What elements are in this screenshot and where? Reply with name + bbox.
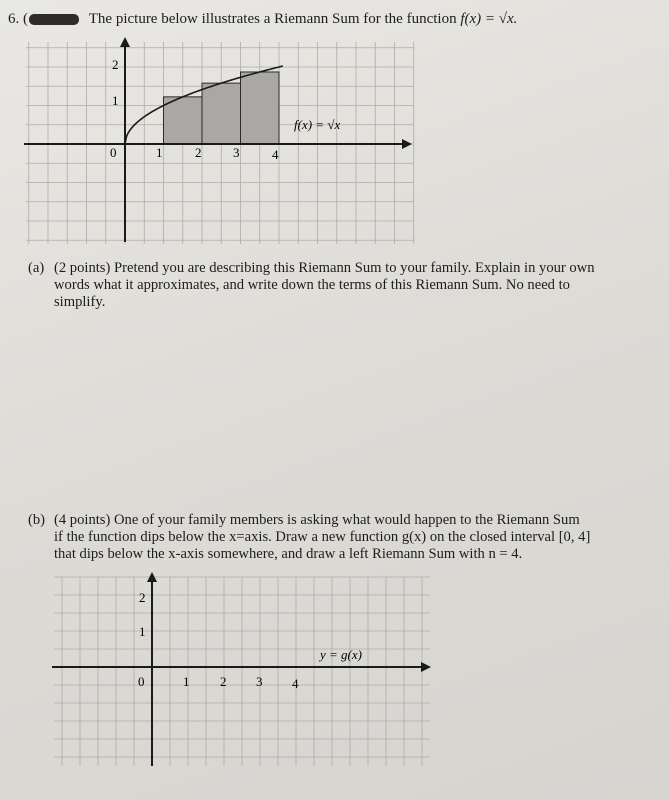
graph-2-x-tick-3: 3 — [256, 674, 263, 689]
problem-function: f(x) = √x. — [460, 11, 518, 27]
graph-1-x-tick-3: 3 — [233, 145, 240, 160]
graph-1-curve-label: f(x) = √x — [294, 117, 341, 132]
part-b-line-2: if the function dips below the x=axis. Draw a new function g(x) on the closed interval [0, 4] — [54, 529, 591, 545]
part-b-line-1: (4 points) One of your family members is asking what would happen to the Riemann Sum — [54, 512, 580, 528]
graph-2-origin-label: 0 — [138, 674, 145, 689]
part-a-line-1: (2 points) Pretend you are describing this Riemann Sum to your family. Explain in your own — [54, 260, 595, 276]
part-a-line-2: words what it approximates, and write down the terms of this Riemann Sum. No need to — [54, 277, 570, 293]
graph-1-origin-label: 0 — [110, 145, 117, 160]
graph-2-x-tick-4: 4 — [292, 676, 299, 691]
graph-2-y-tick-1: 1 — [139, 624, 146, 639]
graph-2-x-tick-1: 1 — [183, 674, 190, 689]
graph-1-x-tick-4: 4 — [272, 147, 279, 162]
part-a-line-3: simplify. — [54, 294, 106, 310]
graph-2-grid — [54, 577, 430, 766]
graph-1-y-tick-2: 2 — [112, 57, 119, 72]
graph-1-y-tick-1: 1 — [112, 93, 119, 108]
part-b-line-3: that dips below the x-axis somewhere, and draw a left Riemann Sum with n = 4. — [54, 546, 523, 562]
graph-2-y-tick-2: 2 — [139, 590, 146, 605]
graph-2-curve-label: y = g(x) — [320, 647, 362, 662]
graph-1-x-tick-2: 2 — [195, 145, 202, 160]
part-b-label: (b) — [28, 512, 46, 528]
graph-1-x-tick-1: 1 — [156, 145, 163, 160]
problem-intro: The picture below illustrates a Riemann Sum for the function — [88, 11, 457, 27]
graph-2-x-axis-arrow — [421, 662, 431, 672]
graph-2-x-tick-2: 2 — [220, 674, 227, 689]
problem-number: 6. ( — [8, 11, 28, 27]
part-a-label: (a) — [28, 260, 45, 276]
